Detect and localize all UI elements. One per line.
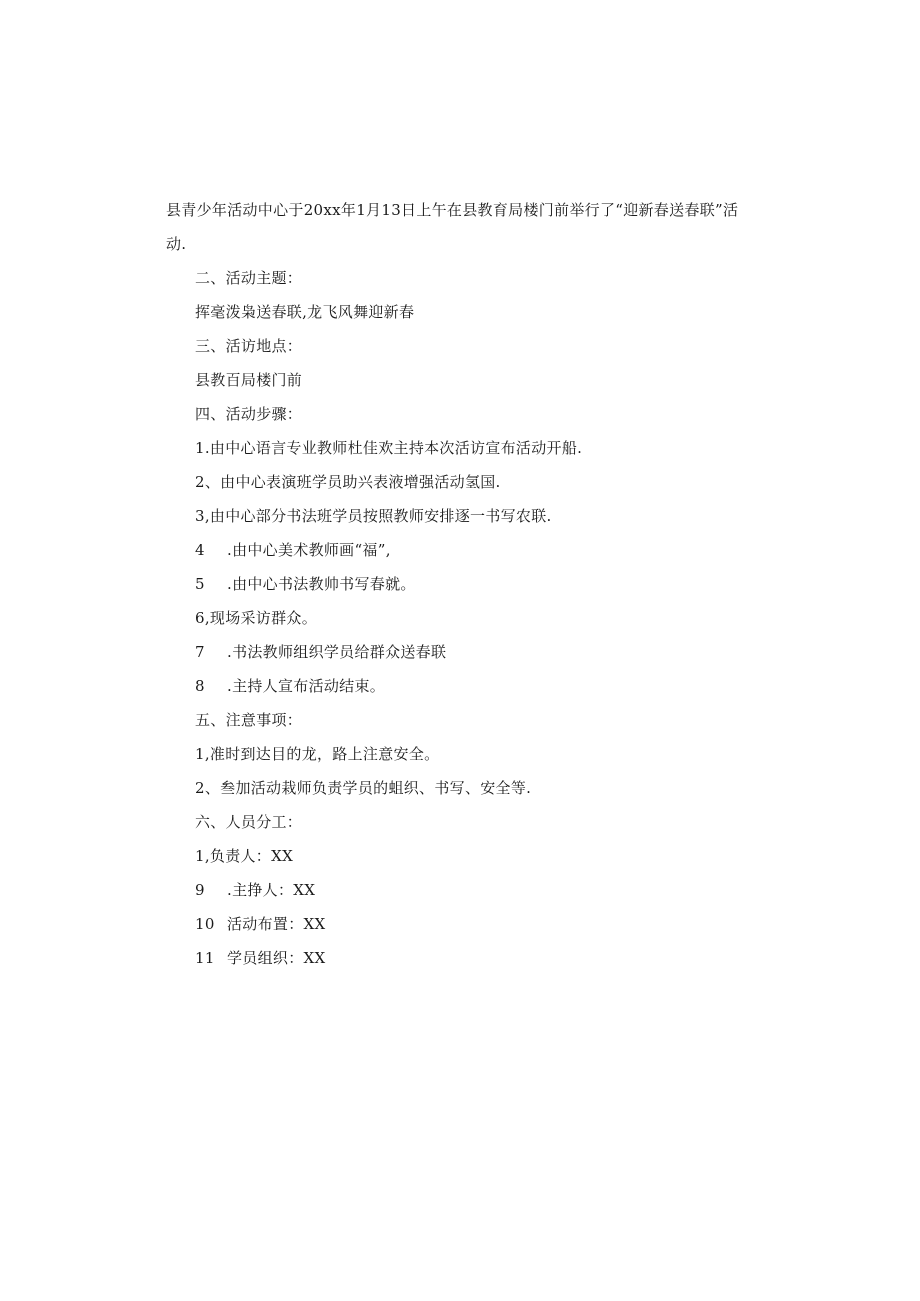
staff-number: 10 — [195, 915, 215, 933]
staff-item — [195, 948, 325, 968]
staff-number: 11 — [195, 949, 215, 967]
section-5-heading: 五、注意事项： — [195, 711, 303, 729]
step-item — [195, 608, 317, 628]
section-3-heading: 三、活访地点： — [195, 337, 303, 355]
step-number: 5 — [195, 575, 205, 593]
note-item: 1,准时到达目的龙，路上注意安全。 — [195, 745, 440, 763]
staff-text: 学员组织：XX — [227, 949, 326, 967]
step-text: 2、由中心表演班学员助兴表液增强活动氢国. — [195, 473, 501, 491]
step-text: 3,由中心部分书法班学员按照教师安排逐一书写农联. — [195, 507, 552, 525]
staff-item — [195, 846, 293, 866]
staff-text: 活动布置：XX — [227, 915, 326, 933]
step-text: .主持人宣布活动结束。 — [227, 677, 386, 695]
staff-text: 1,负责人：XX — [195, 847, 294, 865]
step-item — [195, 540, 391, 560]
step-text: .由中心美术教师画“福”, — [227, 541, 391, 559]
intro-paragraph-line-2: 动. — [166, 235, 187, 253]
step-number: 8 — [195, 677, 205, 695]
section-4-heading: 四、活动步骤： — [195, 405, 303, 423]
step-number: 7 — [195, 643, 205, 661]
step-item — [195, 676, 385, 696]
step-item — [195, 506, 552, 526]
section-3-text: 县教百局楼门前 — [195, 371, 303, 389]
step-item — [195, 438, 582, 458]
intro-paragraph-line-1: 县青少年活动中心于20xx年1月13日上午在县教育局楼门前举行了“迎新春送春联”活 — [166, 201, 739, 219]
step-text: .由中心书法教帅书写春就。 — [227, 575, 416, 593]
staff-text: .主挣人：XX — [227, 881, 316, 899]
staff-item — [195, 880, 315, 900]
note-item: 2、叁加活动栽师负责学员的蛆织、书写、安全等. — [195, 779, 532, 797]
step-number: 4 — [195, 541, 205, 559]
step-item — [195, 574, 416, 594]
section-2-heading: 二、活动主题： — [195, 269, 303, 287]
step-text: 1.由中心语言专业教师杜佳欢主持本次活访宣布活动开船. — [195, 439, 583, 457]
step-item — [195, 472, 501, 492]
staff-item — [195, 914, 325, 934]
section-2-text: 挥毫泼枭送春联,龙飞风舞迎新春 — [195, 303, 415, 321]
staff-number: 9 — [195, 881, 205, 899]
step-text: .书法教师组织学员给群众送春联 — [227, 643, 447, 661]
step-item — [195, 642, 446, 662]
section-6-heading: 六、人员分工： — [195, 813, 303, 831]
step-text: 6,现场采访群众。 — [195, 609, 318, 627]
